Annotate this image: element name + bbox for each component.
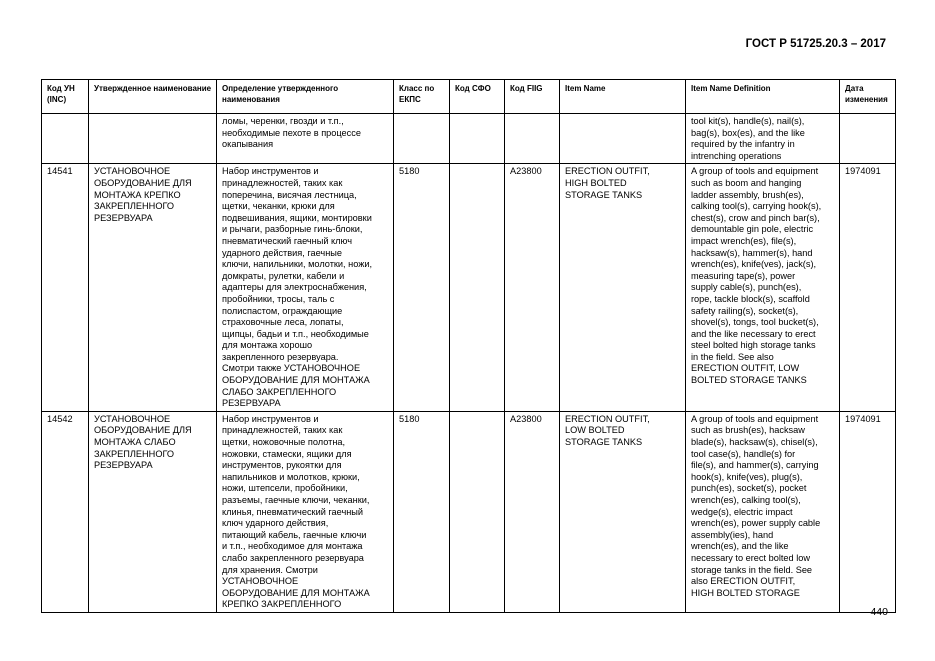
cell-ekps: 5180 [394, 411, 450, 612]
cell-sfo [450, 411, 505, 612]
col-header-inc: Код УН (INC) [42, 80, 89, 114]
cell-fiig: A23800 [505, 164, 560, 411]
cell-ekps [394, 114, 450, 164]
document-standard-number: ГОСТ Р 51725.20.3 – 2017 [745, 38, 886, 50]
cell-item-definition: A group of tools and equipment such as boom and hanging ladder assembly, brush(es), calking tool(s), carrying hook(s), chest(s), crow and pinch bar(s), demountable gin pole, electric impact wrench(es), file(s), hacksaw(s), hammer(s), hand wrench(es), knife(ves), jack(s), measuring tape(s), power supply cable(s), punch(es), rope, tackle block(s), scaffold safety railing(s), socket(s), shovel(s), tongs, tool bucket(s), and the like necessary to erect steel bolted high storage tanks in the field. See also ERECTION OUTFIT, LOW BOLTED STORAGE TANKS [686, 164, 840, 411]
col-header-fiig-code: Код FIIG [505, 80, 560, 114]
cell-sfo [450, 114, 505, 164]
col-header-sfo-code: Код СФО [450, 80, 505, 114]
cell-item-definition: A group of tools and equipment such as brush(es), hacksaw blade(s), hacksaw(s), chisel(s), tool case(s), handle(s) for file(s), and hammer(s), carrying hook(s), knife(ves), plug(s), punch(es), socket(s), pocket wrench(es), calking tool(s), wedge(s), electric impact wrench(es), power supply cable assembly(ies), hand wrench(es), and the like necessary to erect bolted low storage tanks in the field. See also ERECTION OUTFIT, HIGH BOLTED STORAGE [686, 411, 840, 612]
cell-fiig: A23800 [505, 411, 560, 612]
cell-inc [42, 114, 89, 164]
table-row-continuation [42, 114, 896, 164]
col-header-approved-name: Утвержденное наименование [89, 80, 217, 114]
cell-approved-name: УСТАНОВОЧНОЕ ОБОРУДОВАНИЕ ДЛЯ МОНТАЖА СЛАБО ЗАКРЕПЛЕННОГО РЕЗЕРВУАРА [89, 411, 217, 612]
cell-definition: ломы, черенки, гвозди и т.п., необходимые пехоте в процессе окапывания [217, 114, 394, 164]
cell-date: 1974091 [840, 411, 896, 612]
page-number: 440 [870, 606, 888, 618]
cell-fiig [505, 114, 560, 164]
cell-approved-name [89, 114, 217, 164]
cell-definition: Набор инструментов и принадлежностей, таких как поперечина, висячая лестница, щетки, чеканки, крюки для подвешивания, ящики, монтировки и рычаги, разборные гинь-блоки, пневматический гаечный ключ ударного действия, гаечные ключи, напильники, молотки, ножи, домкраты, рулетки, кабели и адаптеры для электроснабжения, пробойники, тросы, таль с полиспастом, ограждающие страховочные леса, лопаты, щипцы, бадьи и т.п., необходимые для монтажа хорошо закрепленного резервуара. Смотри также УСТАНОВОЧНОЕ ОБОРУДОВАНИЕ ДЛЯ МОНТАЖА СЛАБО ЗАКРЕПЛЕННОГО РЕЗЕРВУАРА [217, 164, 394, 411]
table-header-row [42, 80, 896, 114]
cell-definition: Набор инструментов и принадлежностей, таких как щетки, ножовочные полотна, ножовки, стамески, ящики для инструментов, рукоятки для напильников и молотков, крюки, ножи, штепсели, пробойники, разъемы, гаечные ключи, чеканки, клинья, пневматический гаечный ключ ударного действия, питающий кабель, гаечные ключи и т.п., необходимое для монтажа слабо закрепленного резервуара для хранения. Смотри УСТАНОВОЧНОЕ ОБОРУДОВАНИЕ ДЛЯ МОНТАЖА КРЕПКО ЗАКРЕПЛЕННОГО [217, 411, 394, 612]
col-header-change-date: Дата изменения [840, 80, 896, 114]
cell-ekps: 5180 [394, 164, 450, 411]
cell-item-name: ERECTION OUTFIT, LOW BOLTED STORAGE TANKS [560, 411, 686, 612]
cell-item-name: ERECTION OUTFIT, HIGH BOLTED STORAGE TANKS [560, 164, 686, 411]
cell-approved-name: УСТАНОВОЧНОЕ ОБОРУДОВАНИЕ ДЛЯ МОНТАЖА КРЕПКО ЗАКРЕПЛЕННОГО РЕЗЕРВУАРА [89, 164, 217, 411]
col-header-ekps-class: Класс по ЕКПС [394, 80, 450, 114]
cell-date: 1974091 [840, 164, 896, 411]
cell-inc: 14541 [42, 164, 89, 411]
cell-date [840, 114, 896, 164]
col-header-item-name: Item Name [560, 80, 686, 114]
table-row [42, 164, 896, 411]
col-header-definition: Определение утвержденного наименования [217, 80, 394, 114]
catalog-table [41, 79, 896, 613]
cell-item-name [560, 114, 686, 164]
cell-sfo [450, 164, 505, 411]
col-header-item-name-definition: Item Name Definition [686, 80, 840, 114]
cell-inc: 14542 [42, 411, 89, 612]
table-row [42, 411, 896, 612]
cell-item-definition: tool kit(s), handle(s), nail(s), bag(s), box(es), and the like required by the infantry in intrenching operations [686, 114, 840, 164]
